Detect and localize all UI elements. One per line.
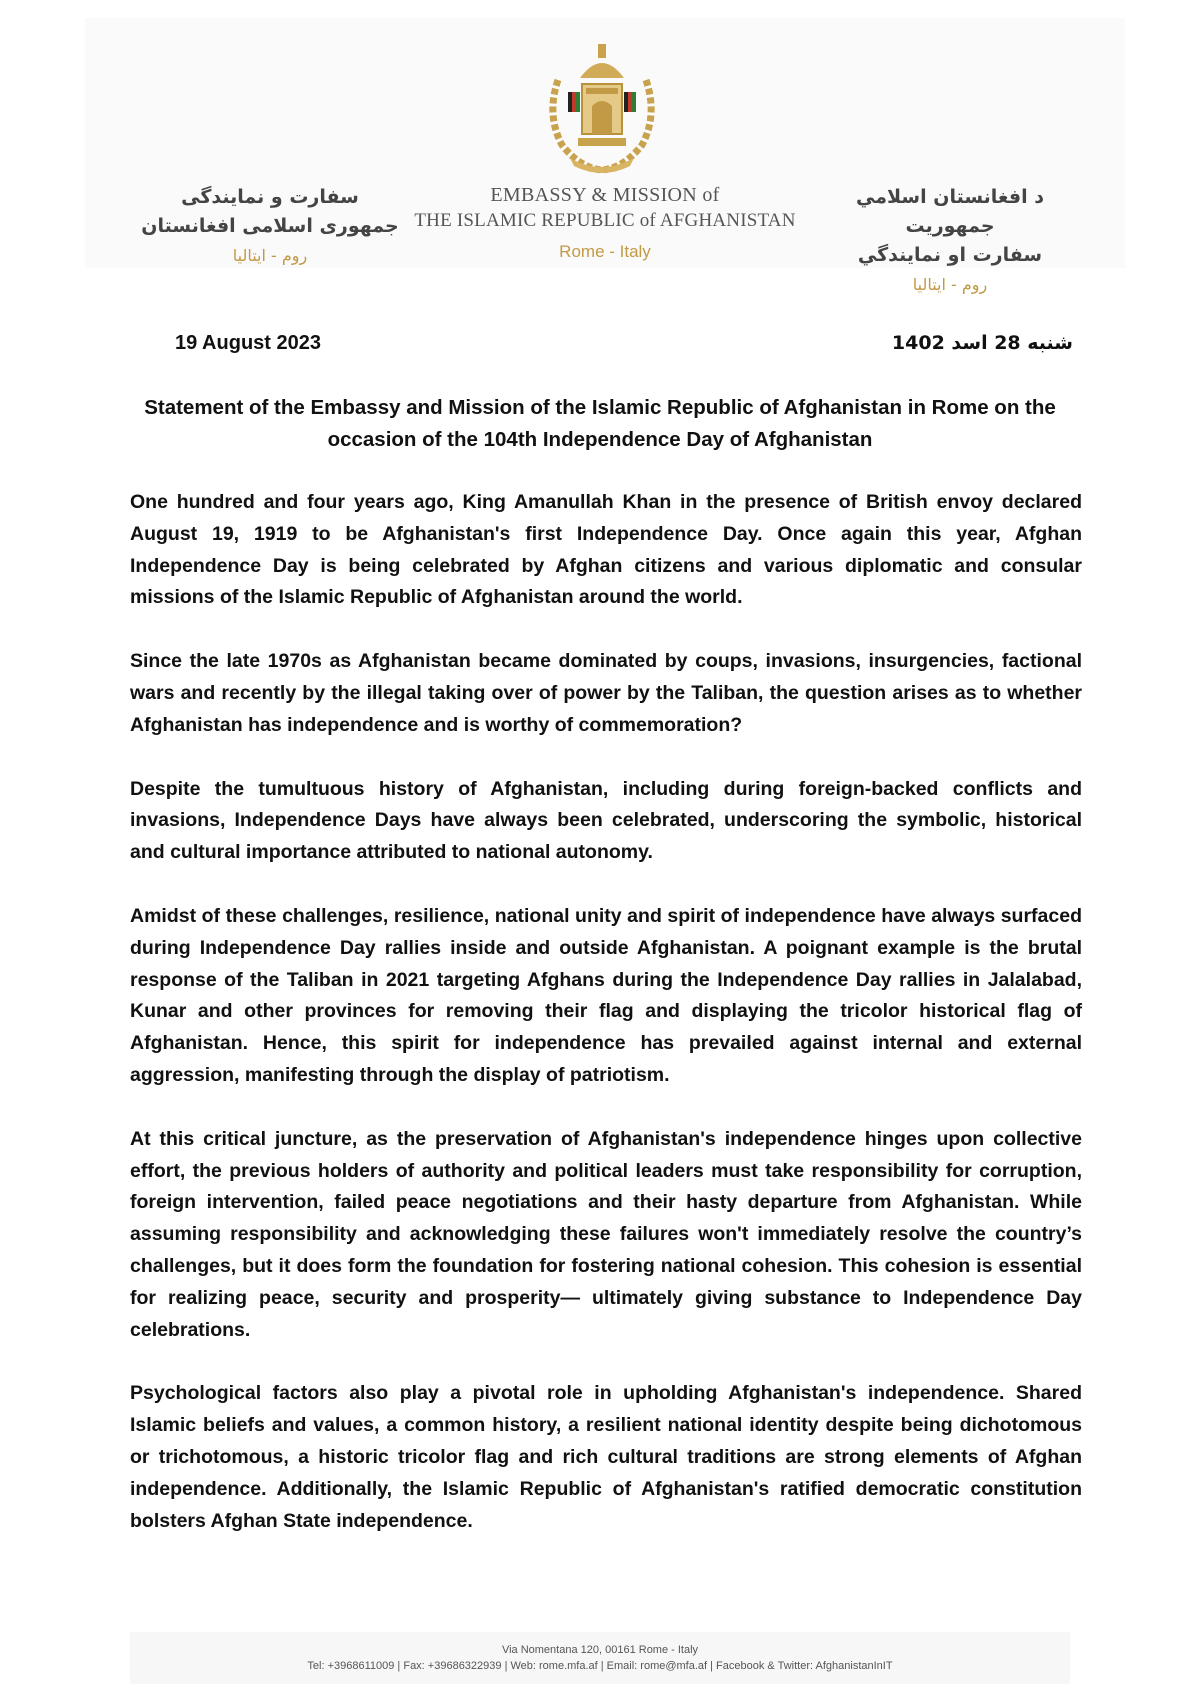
letterhead-pashto-line2: سفارت او نمایندگي <box>857 244 1043 266</box>
footer-contact: Tel: +3968611009 | Fax: +39686322939 | Web: rome.mfa.af | Email: rome@mfa.af | Facebook & Twitter: AfghanistanInIT <box>307 1660 893 1672</box>
statement-title: Statement of the Embassy and Mission of the Islamic Republic of Afghanistan in Rome on the occasion of the 104th Independence Day of Afghanistan <box>144 396 1056 451</box>
letterhead-english-line1: EMBASSY & MISSION of <box>490 184 720 206</box>
statement-body <box>130 487 1082 1569</box>
paragraph: One hundred and four years ago, King Amanullah Khan in the presence of British envoy declared August 19, 1919 to be Afghanistan's first Independence Day. Once again this year, Afghan Independence Day is being celebrated by Afghan citizens and various diplomatic and consular missions of the Islamic Republic of Afghanistan around the world. <box>130 491 1082 609</box>
footer <box>130 1632 1070 1684</box>
letterhead-pashto-city: روم - ایتالیا <box>912 275 988 294</box>
letterhead-dari-city: روم - ایتالیا <box>232 246 308 265</box>
footer-address: Via Nomentana 120, 00161 Rome - Italy <box>501 1644 699 1656</box>
letterhead-pashto-block <box>820 183 1080 299</box>
letterhead-english-line2: THE ISLAMIC REPUBLIC of AFGHANISTAN <box>414 210 796 231</box>
afghanistan-national-emblem-icon <box>540 40 664 178</box>
letterhead-dari-line1: سفارت و نمایندگی <box>181 186 359 208</box>
paragraph: Amidst of these challenges, resilience, national unity and spirit of independence have always surfaced during Independence Day rallies inside and outside Afghanistan. A poignant example is the brutal response of the Taliban in 2021 targeting Afghans during the Independence Day rallies in Jalalabad, Kunar and other provinces for removing their flag and displaying the tricolor historical flag of Afghanistan. Hence, this spirit for independence has prevailed against internal and external aggression, manifesting through the display of patriotism. <box>130 904 1082 1086</box>
paragraph: Psychological factors also play a pivotal role in upholding Afghanistan's independence. Shared Islamic beliefs and values, a common history, a resilient national identity despite being dichotomous or trichotomous, a historic tricolor flag and rich cultural traditions are strong elements of Afghan independence. Additionally, the Islamic Republic of Afghanistan's ratified democratic constitution bolsters Afghan State independence. <box>130 1382 1082 1532</box>
letterhead-pashto-line1: د افغانستان اسلامي جمهوريت <box>856 186 1044 237</box>
letterhead-dari-line2: جمهوری اسلامی افغانستان <box>141 215 399 237</box>
letterhead-english-block <box>395 182 815 262</box>
date-english: 19 August 2023 <box>175 332 321 354</box>
paragraph: Despite the tumultuous history of Afghanistan, including during foreign-backed conflicts and invasions, Independence Days have always been celebrated, underscoring the symbolic, historical and cultural importance attributed to national autonomy. <box>130 777 1082 864</box>
date-solar-hijri: شنبه 28 اسد 1402 <box>891 332 1073 354</box>
letterhead-english-city: Rome - Italy <box>559 242 651 261</box>
paragraph: Since the late 1970s as Afghanistan became dominated by coups, invasions, insurgencies, factional wars and recently by the illegal taking over of power by the Taliban, the question arises as to whether Afghanistan has independence and is worthy of commemoration? <box>130 650 1082 736</box>
paragraph: At this critical juncture, as the preservation of Afghanistan's independence hinges upon collective effort, the previous holders of authority and political leaders must take responsibility for corruption, foreign intervention, failed peace negotiations and their hasty departure from Afghanistan. While assuming responsibility and acknowledging these failures won't immediately resolve the country’s challenges, but it does form the foundation for fostering national cohesion. This cohesion is essential for realizing peace, security and prosperity— ultimately giving substance to Independence Day celebrations. <box>130 1127 1082 1341</box>
letterhead-dari-block <box>140 183 400 270</box>
